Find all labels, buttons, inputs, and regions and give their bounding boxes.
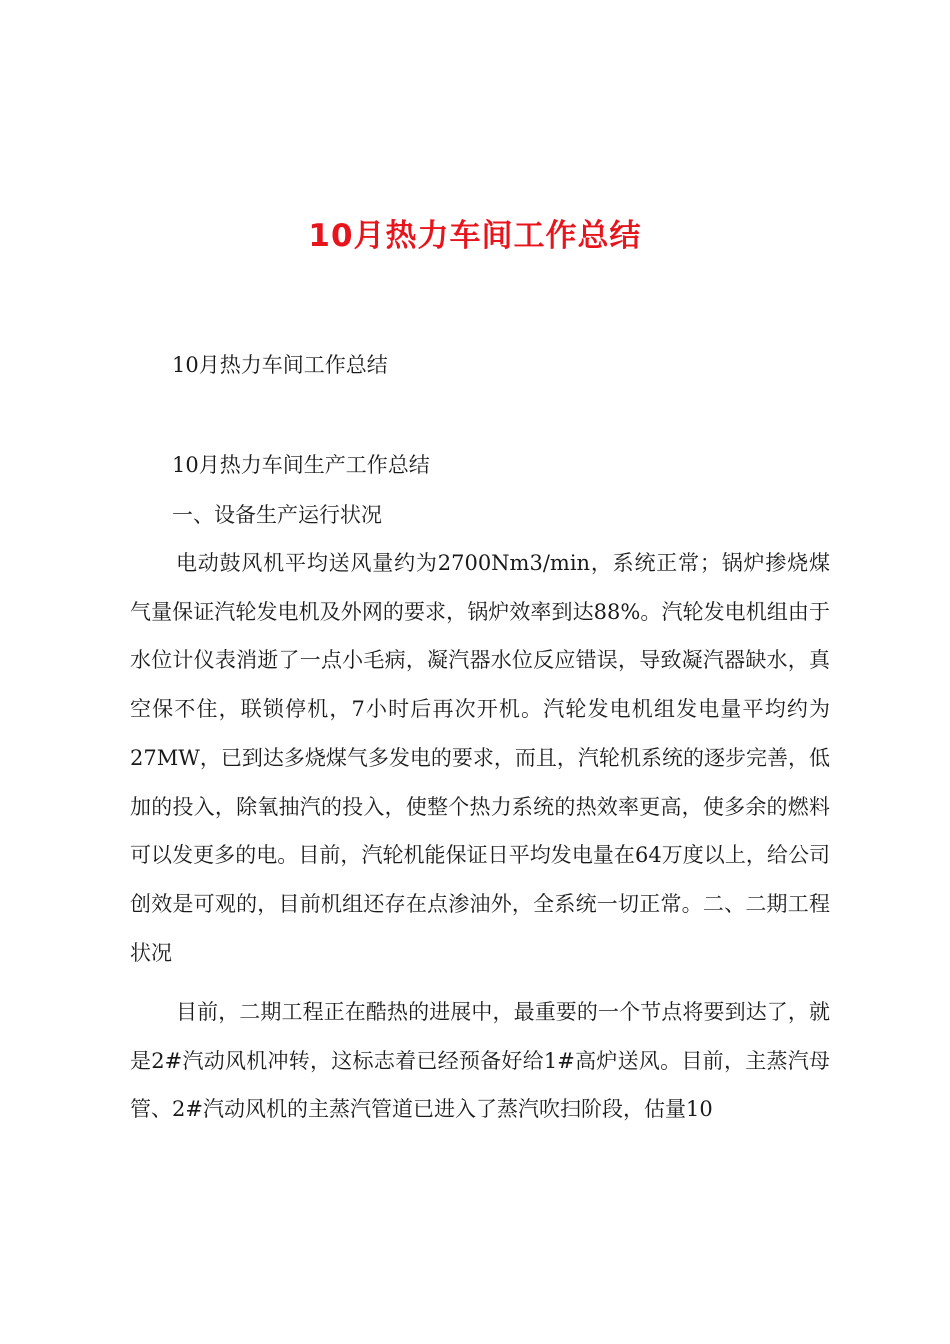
section-heading: 10月热力车间生产工作总结 xyxy=(172,453,430,477)
document-title: 10月热力车间工作总结 xyxy=(308,218,642,254)
document-subtitle: 10月热力车间工作总结 xyxy=(172,353,388,377)
paragraph-phase-two-project xyxy=(130,988,830,1134)
paragraph-phase-two-project-text: 目前，二期工程正在酷热的进展中，最重要的一个节点将要到达了，就是2#汽动风机冲转，这标志着已经预备好给1#高炉送风。目前，主蒸汽母管、2#汽动风机的主蒸汽管道已进入了蒸汽吹扫阶段，估量10 xyxy=(130,1000,830,1122)
paragraph-equipment-status xyxy=(130,539,830,977)
section-one-heading: 一、设备生产运行状况 xyxy=(172,503,382,527)
paragraph-equipment-status-text: 电动鼓风机平均送风量约为2700Nm3/min，系统正常；锅炉掺烧煤气量保证汽轮发电机及外网的要求，锅炉效率到达88%。汽轮发电机组由于水位计仪表消逝了一点小毛病，凝汽器水位反应错误，导致凝汽器缺水，真空保不住，联锁停机，7小时后再次开机。汽轮发电机组发电量平均约为27MW，已到达多烧煤气多发电的要求，而且，汽轮机系统的逐步完善，低加的投入，除氧抽汽的投入，使整个热力系统的热效率更高，使多余的燃料可以发更多的电。目前，汽轮机能保证日平均发电量在64万度以上，给公司创效是可观的，目前机组还存在点渗油外，全系统一切正常。二、二期工程状况 xyxy=(130,551,830,965)
